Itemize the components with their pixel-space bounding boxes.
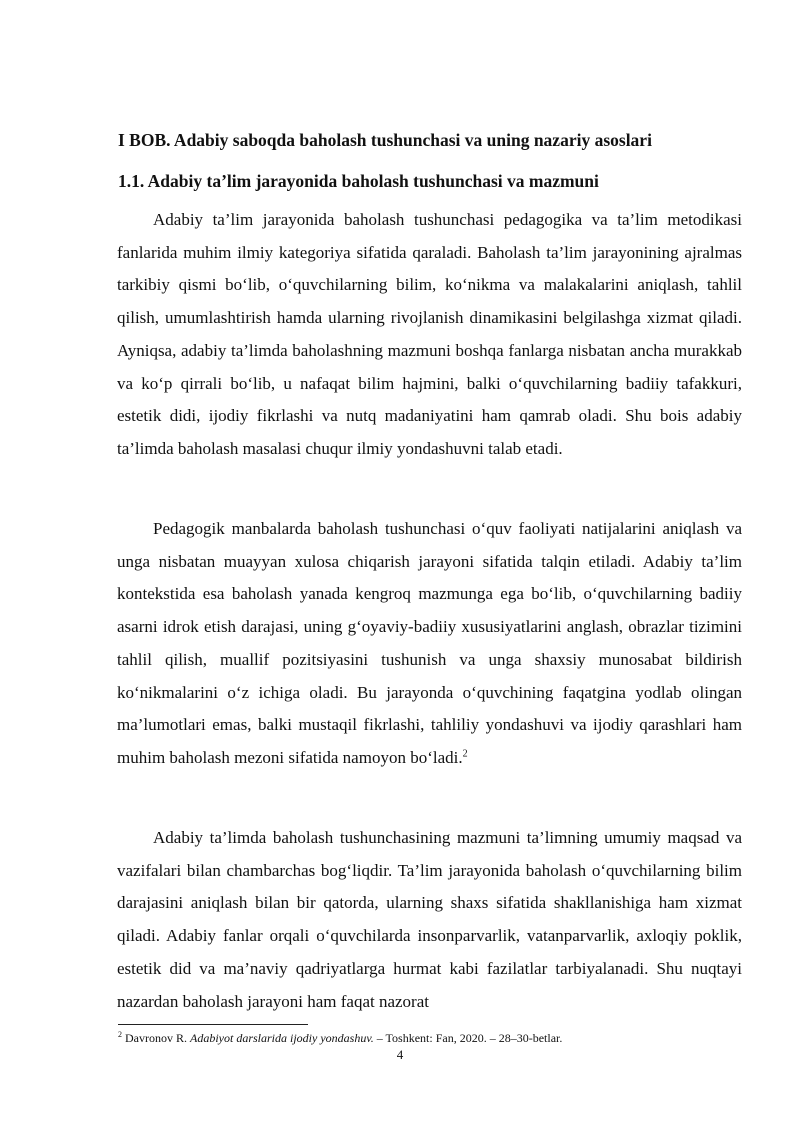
- footnote-reference[interactable]: 2: [462, 748, 468, 760]
- footnote-marker: 2: [118, 1030, 122, 1039]
- paragraph-3: Adabiy ta’limda baholash tushunchasining mazmuni ta’limning umumiy maqsad va vazifalari bilan chambarchas bog‘liqdir. Ta’lim jarayonida baholash o‘quvchilarning bilim darajasini aniqlash bilan bir qatorda, ularning shaxs sifatida shakllanishiga ham xizmat qiladi. Adabiy fanlar orqali o‘quvchilarda insonparvarlik, vatanparvarlik, axloqiy poklik, estetik did va ma’naviy qadriyatlarga hurmat kabi fazilatlar tarbiyalanadi. Shu nuqtayi nazardan baholash jarayoni ham faqat nazorat: [117, 828, 742, 1011]
- paragraph-2: [117, 513, 742, 775]
- footnote-author: Davronov R.: [125, 1031, 187, 1045]
- chapter-heading: I BOB. Adabiy saboqda baholash tushunchasi va uning nazariy asoslari: [118, 130, 652, 150]
- page-number: 4: [396, 1047, 404, 1062]
- paragraph-1: Adabiy ta’lim jarayonida baholash tushunchasi pedagogika va ta’lim metodikasi fanlarida muhim ilmiy kategoriya sifatida qaraladi. Baholash ta’lim jarayonining ajralmas tarkibiy qismi bo‘lib, o‘quvchilarning bilim, ko‘nikma va malakalarini aniqlash, tahlil qilish, umumlashtirish hamda ularning rivojlanish dinamikasini belgilashga xizmat qiladi. Ayniqsa, adabiy ta’limda baholashning mazmuni boshqa fanlarga nisbatan ancha murakkab va ko‘p qirrali bo‘lib, u nafaqat bilim hajmini, balki o‘quvchilarning badiiy tafakkuri, estetik didi, ijodiy fikrlashi va nutq madaniyatini ham qamrab oladi. Shu bois adabiy ta’limda baholash masalasi chuqur ilmiy yondashuvni talab etadi.: [117, 210, 742, 458]
- footnote: [118, 1031, 758, 1046]
- paragraph-2-text: Pedagogik manbalarda baholash tushunchasi o‘quv faoliyati natijalarini aniqlash va unga nisbatan muayyan xulosa chiqarish jarayoni sifatida talqin etiladi. Adabiy ta’lim kontekstida esa baholash yanada kengroq mazmunga ega bo‘lib, o‘quvchilarning badiiy asarni idrok etish darajasi, uning g‘oyaviy-badiiy xususiyatlarini anglash, obrazlar tizimini tahlil qilish, muallif pozitsiyasini tushunish va unga shaxsiy munosabat bildirish ko‘nikmalarini o‘z ichiga oladi. Bu jarayonda o‘quvchining faqatgina yodlab olingan ma’lumotlari emas, balki mustaqil fikrlashi, tahliliy yondashuvi va ijodiy qarashlari ham muhim baholash mezoni sifatida namoyon bo‘ladi.: [117, 519, 742, 767]
- footnote-source: – Toshkent: Fan, 2020. – 28–30-betlar.: [376, 1031, 563, 1045]
- footnote-separator: [118, 1024, 308, 1025]
- footnote-title: Adabiyot darslarida ijodiy yondashuv.: [190, 1031, 374, 1045]
- section-heading: 1.1. Adabiy ta’lim jarayonida baholash tushunchasi va mazmuni: [118, 171, 599, 191]
